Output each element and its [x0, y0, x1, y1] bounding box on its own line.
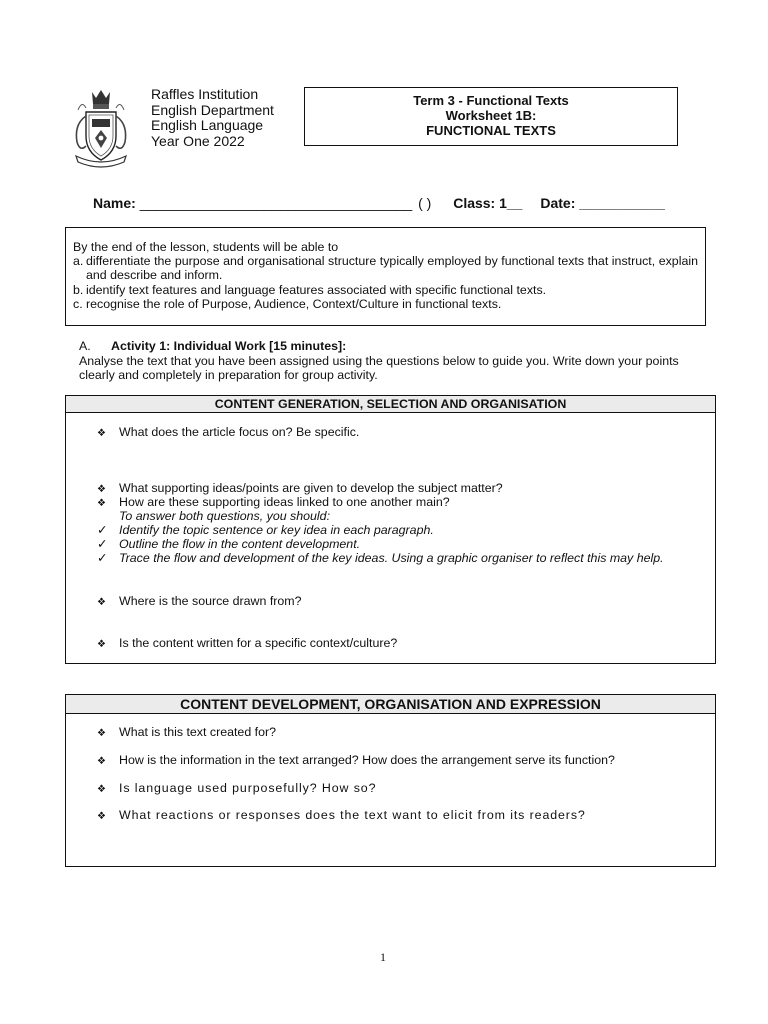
- content-generation-table: [65, 395, 716, 664]
- table-heading: CONTENT GENERATION, SELECTION AND ORGANISATION: [66, 396, 715, 413]
- checkmark-icon: ✓: [97, 523, 108, 537]
- diamond-bullet-icon: ❖: [97, 756, 106, 767]
- diamond-bullet-icon: ❖: [97, 428, 106, 439]
- question-item: [97, 636, 397, 652]
- objective-text: differentiate the purpose and organisational structure typically employed by functional texts that instruct, explain and describe and inform.: [86, 254, 698, 283]
- checklist-text: Identify the topic sentence or key idea in each paragraph.: [119, 523, 434, 537]
- instruction-note: [97, 509, 330, 523]
- question-text: Is language used purposefully? How so?: [119, 781, 377, 795]
- name-label: Name:: [93, 195, 136, 211]
- school-info: [151, 87, 274, 149]
- register-number-blank[interactable]: ( ): [418, 195, 432, 211]
- question-item: [97, 808, 586, 824]
- objective-text: recognise the role of Purpose, Audience, Context/Culture in functional texts.: [86, 296, 502, 311]
- checklist-item: [97, 523, 434, 537]
- school-name: Raffles Institution: [151, 86, 259, 102]
- term-title: Term 3 - Functional Texts: [413, 93, 569, 108]
- checklist-text: Outline the flow in the content development.: [119, 537, 361, 551]
- question-text: What does the article focus on? Be specific.: [119, 425, 360, 439]
- checkmark-icon: ✓: [97, 551, 108, 565]
- date-field[interactable]: Date: ___________: [540, 195, 665, 211]
- activity-title: Activity 1: Individual Work [15 minutes]:: [111, 339, 347, 353]
- table-heading: CONTENT DEVELOPMENT, ORGANISATION AND EXPRESSION: [66, 695, 715, 714]
- worksheet-title-box: [304, 87, 678, 146]
- diamond-bullet-icon: ❖: [97, 784, 107, 795]
- objective-item: [73, 297, 698, 311]
- school-crest-logo: [72, 86, 130, 168]
- objectives-intro: By the end of the lesson, students will be able to: [73, 240, 339, 254]
- note-text: To answer both questions, you should:: [119, 509, 331, 523]
- department-name: English Department: [151, 101, 274, 118]
- objective-text: identify text features and language features associated with specific functional texts.: [86, 282, 547, 297]
- objective-marker: c.: [73, 296, 83, 311]
- class-field[interactable]: Class: 1__: [453, 195, 523, 211]
- objective-item: [73, 254, 698, 282]
- student-info-row: [93, 195, 665, 211]
- page-number: 1: [380, 950, 386, 964]
- year-level: Year One 2022: [151, 132, 245, 149]
- question-item: [97, 753, 615, 769]
- question-item: [97, 425, 359, 441]
- activity-section-label: A.: [79, 339, 91, 353]
- question-text: How is the information in the text arranged? How does the arrangement serve its function?: [119, 753, 615, 767]
- question-item: [97, 781, 376, 797]
- checklist-text: Trace the flow and development of the key ideas. Using a graphic organiser to reflect this may help.: [119, 551, 664, 565]
- diamond-bullet-icon: ❖: [97, 597, 106, 608]
- objective-marker: a.: [73, 254, 84, 269]
- worksheet-number: Worksheet 1B:: [445, 108, 537, 123]
- activity-description: Analyse the text that you have been assigned using the questions below to guide you. Write down your points clearly and completely in preparation for group activity.: [79, 354, 679, 383]
- diamond-bullet-icon: ❖: [97, 811, 107, 822]
- question-text: What is this text created for?: [119, 725, 277, 739]
- objective-item: [73, 283, 698, 297]
- question-text: Where is the source drawn from?: [119, 594, 302, 608]
- checklist-item: [97, 537, 360, 551]
- question-text: What supporting ideas/points are given to develop the subject matter?: [119, 481, 503, 495]
- diamond-bullet-icon: ❖: [97, 484, 106, 495]
- question-item: [97, 594, 302, 610]
- objective-marker: b.: [73, 282, 84, 297]
- activity-heading: [79, 339, 346, 353]
- question-text: What reactions or responses does the text want to elicit from its readers?: [119, 808, 586, 822]
- question-text: Is the content written for a specific context/culture?: [119, 636, 398, 650]
- diamond-bullet-icon: ❖: [97, 639, 106, 650]
- checklist-item: [97, 551, 664, 565]
- content-development-table: [65, 694, 716, 867]
- learning-objectives-box: [65, 227, 706, 326]
- checkmark-icon: ✓: [97, 537, 108, 551]
- question-text: How are these supporting ideas linked to one another main?: [119, 495, 450, 509]
- diamond-bullet-icon: ❖: [97, 728, 106, 739]
- name-blank[interactable]: ___________________________________: [139, 195, 413, 211]
- subject-name: English Language: [151, 117, 264, 133]
- worksheet-topic: FUNCTIONAL TEXTS: [426, 123, 556, 138]
- diamond-bullet-icon: ❖: [97, 498, 106, 509]
- question-item: [97, 725, 276, 741]
